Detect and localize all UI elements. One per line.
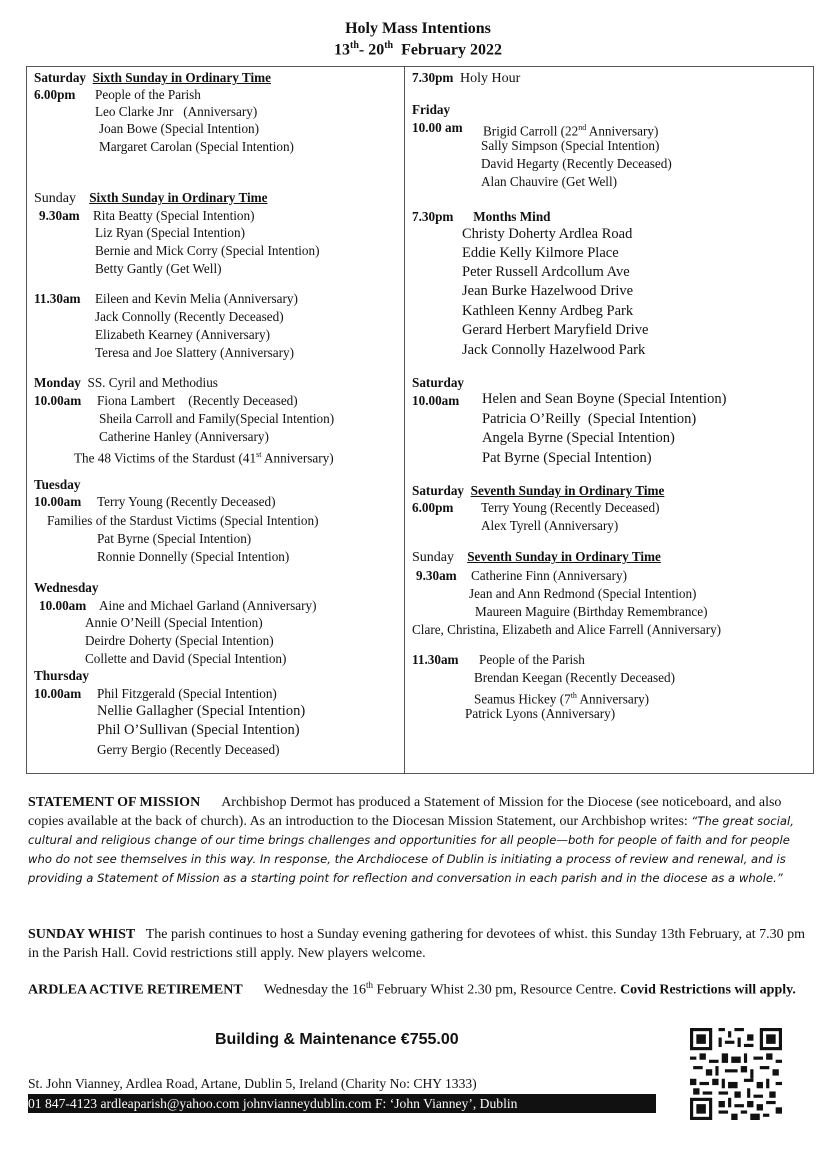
intention: Phil O’Sullivan (Special Intention)	[97, 722, 300, 738]
intention: Aine and Michael Garland (Anniversary)	[99, 598, 317, 613]
time-label: 6.00pm	[34, 87, 76, 102]
intention: People of the Parish	[479, 652, 585, 667]
intention: Patricia O’Reilly (Special Intention)	[482, 411, 697, 427]
intention: Liz Ryan (Special Intention)	[95, 225, 245, 240]
intention: Eileen and Kevin Melia (Anniversary)	[95, 291, 298, 306]
time-label: 11.30am	[412, 652, 459, 667]
intention: Seamus Hickey (7th Anniversary)	[474, 691, 650, 707]
intention: Catherine Finn (Anniversary)	[471, 568, 628, 583]
intention: Leo Clarke Jnr (Anniversary)	[95, 104, 258, 119]
statement-of-mission: STATEMENT OF MISSION Archbishop Dermot has produced a Statement of Mission for the Diocese (see noticeboard, and also copies available at the back of church). As an introduction to the Diocesan Mission Statement, our Archbishop writes: “The great social, cultural and religious change of our time brings challenges and opportunities for all people—both for people of faith and for people who do not see themselves in this way. In response, the Archdiocese of Dublin is initiating a process of review and renewal, and is providing a Statement of Mission as a starting point for reflection and conversation in each parish and in the diocese as a whole.”	[28, 795, 794, 885]
time-label: 10.00am	[39, 598, 87, 613]
tuesday-heading: Tuesday	[34, 477, 81, 492]
intention: Terry Young (Recently Deceased)	[97, 494, 276, 509]
intention: Brendan Keegan (Recently Deceased)	[474, 670, 676, 685]
building-maintenance: Building & Maintenance €755.00	[215, 1031, 459, 1048]
intention: Fiona Lambert (Recently Deceased)	[97, 393, 298, 408]
friday-heading: Friday	[412, 102, 451, 117]
intention: Jean Burke Hazelwood Drive	[462, 283, 634, 299]
time-label: 10.00 am	[412, 120, 463, 135]
intention: Jean and Ann Redmond (Special Intention)	[469, 586, 697, 601]
intention: Ronnie Donnelly (Special Intention)	[97, 549, 290, 564]
intention: Rita Beatty (Special Intention)	[93, 208, 255, 223]
intention: Bernie and Mick Corry (Special Intention)	[95, 243, 320, 258]
sunday-heading: Sunday Sixth Sunday in Ordinary Time	[34, 190, 268, 206]
intention: Gerard Herbert Maryfield Drive	[462, 322, 649, 338]
thursday-heading: Thursday	[34, 668, 89, 683]
sunday-heading: Sunday Seventh Sunday in Ordinary Time	[412, 549, 661, 565]
intention: Deirdre Doherty (Special Intention)	[85, 633, 274, 648]
intention: Peter Russell Ardcollum Ave	[462, 264, 630, 280]
qr-code-icon	[690, 1028, 782, 1120]
monday-heading: Monday SS. Cyril and Methodius	[34, 375, 218, 390]
intention: Alex Tyrell (Anniversary)	[481, 518, 619, 533]
intention: Terry Young (Recently Deceased)	[481, 500, 660, 515]
intention: Nellie Gallagher (Special Intention)	[97, 703, 306, 719]
intention: Sally Simpson (Special Intention)	[481, 138, 660, 153]
time-label: 10.00am	[34, 393, 82, 408]
parish-address: St. John Vianney, Ardlea Road, Artane, Dublin 5, Ireland (Charity No: CHY 1333)	[28, 1076, 477, 1091]
intention: Betty Gantly (Get Well)	[95, 261, 222, 276]
intention: Jack Connolly Hazelwood Park	[462, 342, 646, 358]
intention: Annie O’Neill (Special Intention)	[85, 615, 263, 630]
intention: Brigid Carroll (22nd Anniversary)	[483, 123, 659, 139]
intention: Maureen Maguire (Birthday Remembrance)	[475, 604, 708, 619]
time-label: 6.00pm	[412, 500, 454, 515]
intention: Families of the Stardust Victims (Special Intention)	[47, 513, 319, 528]
intention: Clare, Christina, Elizabeth and Alice Farrell (Anniversary)	[412, 622, 722, 637]
intention: David Hegarty (Recently Deceased)	[481, 156, 672, 171]
time-label: 10.00am	[412, 393, 460, 408]
time-label: 10.00am	[34, 494, 82, 509]
active-retirement: ARDLEA ACTIVE RETIREMENT Wednesday the 16th February Whist 2.30 pm, Resource Centre. Covid Restrictions will apply.	[28, 980, 796, 998]
intention: Catherine Hanley (Anniversary)	[99, 429, 269, 444]
saturday-heading: Saturday Sixth Sunday in Ordinary Time	[34, 70, 271, 85]
months-mind-heading: 7.30pm Months Mind	[412, 209, 551, 224]
wednesday-heading: Wednesday	[34, 580, 99, 595]
saturday-heading: Saturday	[412, 375, 465, 390]
intention: Jack Connolly (Recently Deceased)	[95, 309, 284, 324]
parish-contact: 01 847-4123 ardleaparish@yahoo.com johnvianneydublin.com F: ‘John Vianney’, Dublin	[28, 1094, 656, 1113]
time-label: 9.30am	[39, 208, 80, 223]
time-label: 9.30am	[416, 568, 457, 583]
saturday-vigil-heading: Saturday Seventh Sunday in Ordinary Time	[412, 483, 665, 498]
intention: Helen and Sean Boyne (Special Intention)	[482, 391, 727, 407]
intention: The 48 Victims of the Stardust (41st Anniversary)	[74, 450, 334, 466]
intention: Teresa and Joe Slattery (Anniversary)	[95, 345, 295, 360]
intention: People of the Parish	[95, 87, 201, 102]
intention: Collette and David (Special Intention)	[85, 651, 287, 666]
intention: Phil Fitzgerald (Special Intention)	[97, 686, 277, 701]
intention: Patrick Lyons (Anniversary)	[465, 706, 616, 721]
time-label: 11.30am	[34, 291, 81, 306]
column-divider	[404, 66, 405, 774]
intention: Margaret Carolan (Special Intention)	[99, 139, 294, 154]
intention: Angela Byrne (Special Intention)	[482, 430, 675, 446]
intention: Sheila Carroll and Family(Special Intention)	[99, 411, 335, 426]
intention: Gerry Bergio (Recently Deceased)	[97, 742, 280, 757]
intention: Elizabeth Kearney (Anniversary)	[95, 327, 271, 342]
sunday-whist: SUNDAY WHIST The parish continues to host a Sunday evening gathering for devotees of whist. this Sunday 13th February, at 7.30 pm in the Parish Hall. Covid restrictions still apply. New players welcome.	[28, 927, 806, 961]
intention: Eddie Kelly Kilmore Place	[462, 245, 619, 261]
time-label: 10.00am	[34, 686, 82, 701]
date-range: 13th- 20th February 2022	[333, 40, 502, 59]
intention: Christy Doherty Ardlea Road	[462, 226, 633, 242]
intention: Kathleen Kenny Ardbeg Park	[462, 303, 634, 319]
page-title: Holy Mass Intentions	[345, 20, 491, 37]
intention: Pat Byrne (Special Intention)	[97, 531, 252, 546]
intention: Joan Bowe (Special Intention)	[99, 121, 260, 136]
holy-hour: 7.30pm Holy Hour	[412, 70, 521, 86]
intention: Alan Chauvire (Get Well)	[481, 174, 618, 189]
intention: Pat Byrne (Special Intention)	[482, 450, 652, 466]
